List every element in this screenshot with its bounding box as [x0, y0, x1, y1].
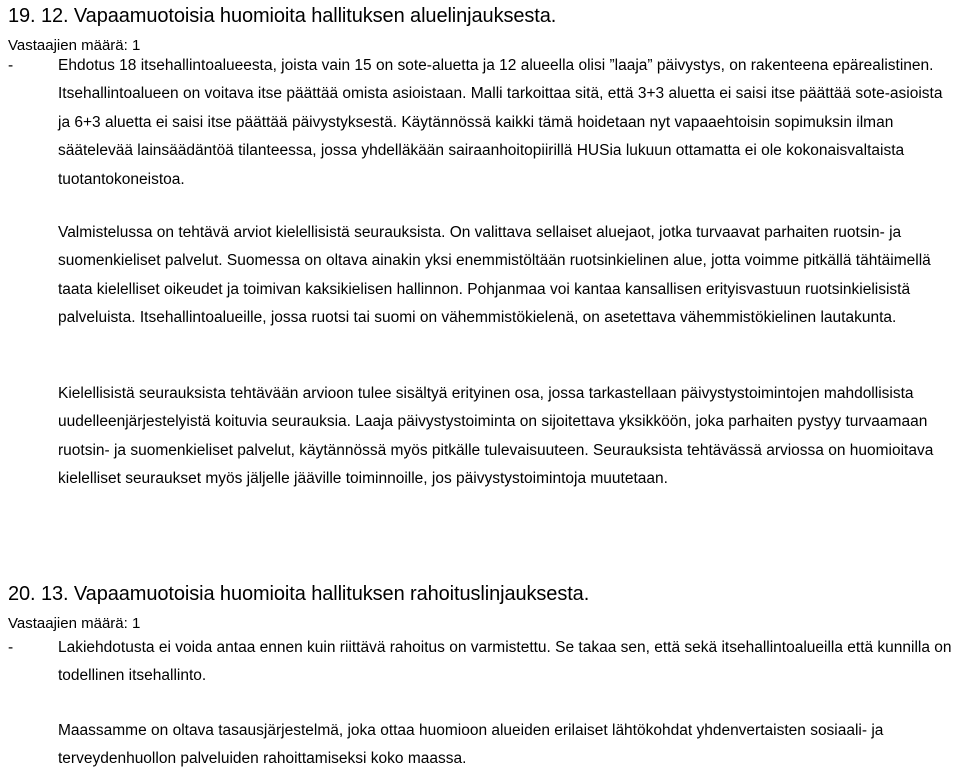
section-19-respondent-count: Vastaajien määrä: 1 [8, 37, 141, 54]
section-20-answer-paragraph-1: Lakiehdotusta ei voida antaa ennen kuin riittävä rahoitus on varmistettu. Se takaa sen, että sekä itsehallintoalueilla että kunnilla on todellinen itsehallinto. [58, 639, 952, 685]
section-19-answer-paragraph-1: Ehdotus 18 itsehallintoalueesta, joista vain 15 on sote-aluetta ja 12 alueella olisi ”laaja” päivystys, on rakenteena epärealistinen. Itsehallintoalueen on voitava itse päättää omista asioistaan. Malli tarkoittaa sitä, että 3+3 aluetta ei saisi itse päättää sote-asioista ja 6+3 aluetta ei saisi itse päättää päivystyksestä. Käytännössä kaikki tämä hoidetaan nyt vapaaehtoisin sopimuksin ilman säätelevää lainsäädäntöä tilanteessa, jossa yhdelläkään sairaanhoitopiirillä HUSia lukuun ottamatta ei ole kokonaisvaltaista tuotantokoneistoa. [58, 57, 943, 188]
section-19-answer-paragraph-2: Valmistelussa on tehtävä arviot kielellisistä seurauksista. On valittava sellaiset aluejaot, jotka turvaavat parhaiten ruotsin- ja suomenkieliset palvelut. Suomessa on oltava ainakin yksi enemmistöltään ruotsinkielinen alue, jotta voimme pitkällä tähtäimellä taata kielelliset oikeudet ja toimivan kaksikielisen hallinnon. Pohjanmaa voi kantaa kansallisen erityisvastuun ruotsinkielisistä palveluista. Itsehallintoalueille, jossa ruotsi tai suomi on vähemmistökielenä, on asetettava vähemmistökielinen lautakunta. [58, 224, 931, 327]
section-20-heading: 20. 13. Vapaamuotoisia huomioita hallituksen rahoituslinjauksesta. [8, 583, 590, 605]
section-20-answer-bullet: - [8, 639, 14, 656]
section-20-answer-paragraph-2: Maassamme on oltava tasausjärjestelmä, joka ottaa huomioon alueiden erilaiset lähtökohdat yhdenvertaisten sosiaali- ja terveydenhuollon palveluiden rahoittamiseksi koko maassa. [58, 722, 884, 768]
section-20-respondent-count: Vastaajien määrä: 1 [8, 615, 141, 632]
section-19-answer-paragraph-3: Kielellisistä seurauksista tehtävään arvioon tulee sisältyä erityinen osa, jossa tarkastellaan päivystystoimintojen mahdollisista uudelleenjärjestelyistä koituvia seurauksia. Laaja päivystystoiminta on sijoitettava yksikköön, joka parhaiten pystyy turvaamaan ruotsin- ja suomenkieliset palvelut, käytännössä myös pitkälle tulevaisuuteen. Seurauksista tehtävässä arviossa on huomioitava kielelliset seuraukset myös jäljelle jääville toiminnoille, jos päivystystoimintoja muutetaan. [58, 385, 934, 488]
section-19-heading: 19. 12. Vapaamuotoisia huomioita hallituksen aluelinjauksesta. [8, 5, 557, 27]
section-19-answer-bullet: - [8, 57, 14, 74]
